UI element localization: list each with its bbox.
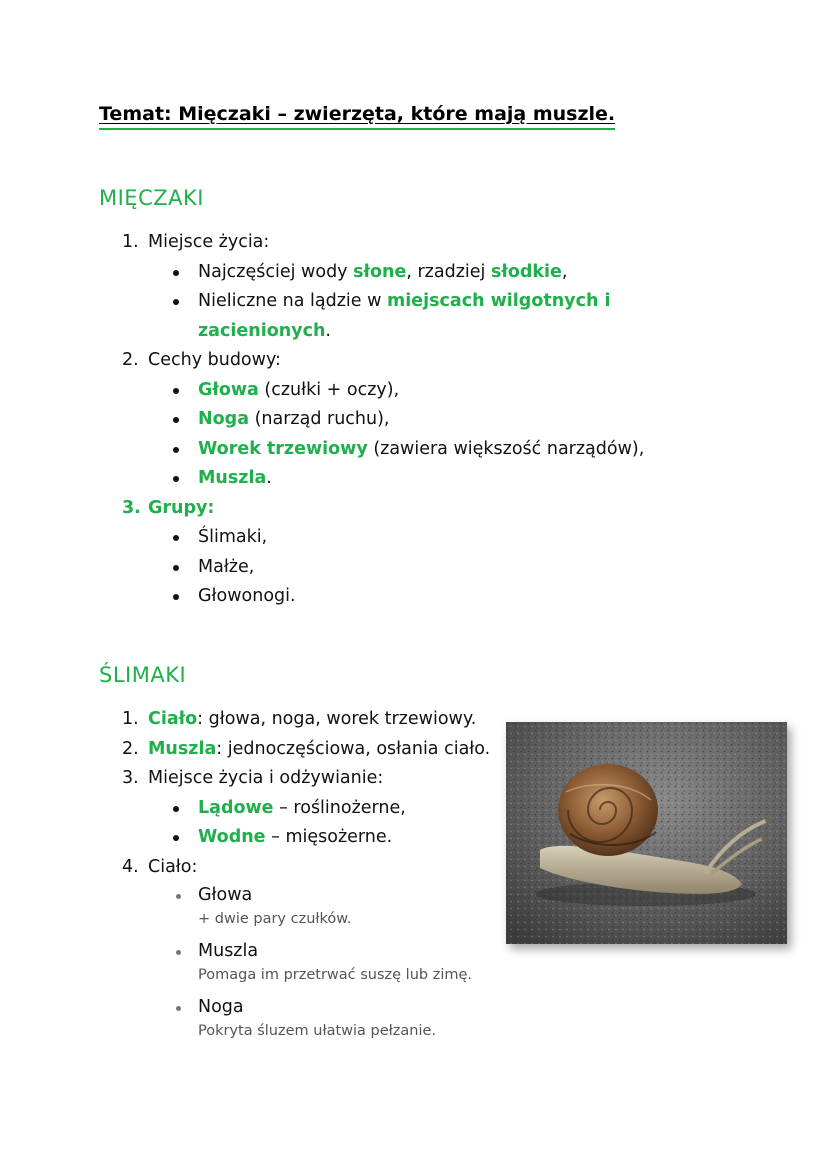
page-title: Temat: Mięczaki – zwierzęta, które mają muszle. [99, 103, 615, 130]
bullet-item [173, 823, 490, 853]
bullet-text: – mięsożerne. [265, 827, 393, 847]
snail-photo [506, 722, 787, 944]
item-label: Cechy budowy: [148, 350, 281, 370]
item-label: Miejsce życia i odżywianie: [148, 768, 384, 788]
list-item [122, 853, 490, 1043]
bullet-list [122, 376, 644, 494]
mieczaki-list [122, 228, 644, 612]
bullet-list [122, 258, 644, 347]
bullet-text: Najczęściej wody [198, 261, 354, 282]
item-label: Miejsce życia: [148, 232, 270, 252]
bullet-text: . [266, 468, 272, 488]
highlight-text: Wodne [198, 827, 266, 847]
bullet-item [173, 435, 644, 465]
item-label: Ciało: [148, 856, 198, 877]
bullet-item [173, 794, 490, 824]
bullet-text: (zawiera większość narządów), [367, 438, 645, 459]
highlight-text: Noga [198, 409, 250, 429]
highlight-text: słodkie [490, 261, 562, 282]
list-item [122, 228, 644, 346]
bullet-item: Ślimaki, [173, 523, 644, 553]
section-heading-slimaki: ŚLIMAKI [99, 663, 187, 687]
item-number: 4. [122, 856, 139, 877]
snail-eye [765, 817, 771, 823]
body-part-desc: Pokryta śluzem ułatwia pełzanie. [198, 1023, 437, 1039]
bullet-text: , rzadziej [406, 261, 491, 282]
list-item [122, 735, 490, 765]
list-item [122, 705, 490, 735]
highlight-text: Worek trzewiowy [198, 438, 368, 459]
bullet-text: (narząd ruchu), [249, 409, 390, 429]
bullet-item [173, 464, 644, 494]
bullet-item [173, 405, 644, 435]
body-part-item [173, 938, 490, 986]
highlight-text: Głowa [198, 379, 259, 400]
list-item [122, 494, 644, 612]
highlight-text: słone [353, 261, 407, 282]
body-parts-list [122, 882, 490, 1042]
bullet-text: (czułki + oczy), [258, 379, 400, 400]
item-number: 1. [122, 232, 139, 252]
bullet-text: Nieliczne na lądzie w [198, 291, 387, 311]
bullet-text: – roślinożerne, [273, 797, 406, 818]
item-number: 3. [122, 497, 141, 518]
body-part-title: Głowa [198, 885, 253, 905]
body-part-desc: Pomaga im przetrwać suszę lub zimę. [198, 967, 473, 983]
item-text: : głowa, noga, worek trzewiowy. [197, 709, 477, 729]
bullet-text: . [325, 320, 331, 341]
bullet-list [122, 523, 644, 612]
item-number: 1. [122, 709, 139, 729]
highlight-text: Ciało [148, 709, 198, 729]
snail-illustration [506, 722, 787, 944]
bullet-item [173, 258, 644, 288]
section-heading-mieczaki: MIĘCZAKI [99, 186, 204, 210]
item-number: 2. [122, 350, 139, 370]
item-number: 2. [122, 738, 139, 759]
bullet-item [173, 376, 644, 406]
highlight-text: Muszla [198, 468, 267, 488]
body-part-desc: + dwie pary czułków. [198, 911, 352, 927]
list-item [122, 764, 490, 853]
snail-shell [558, 764, 658, 856]
bullet-item: Małże, [173, 553, 644, 583]
body-part-title: Muszla [198, 941, 259, 961]
highlight-text: Lądowe [198, 797, 274, 818]
highlight-text: miejscach wilgotnych i zacienionych [198, 291, 611, 341]
item-text: : jednoczęściowa, osłania ciało. [216, 738, 491, 759]
snail-eye [761, 835, 766, 840]
bullet-list [122, 794, 490, 853]
item-label: Grupy: [148, 497, 215, 518]
body-part-item [173, 994, 490, 1042]
list-item [122, 346, 644, 494]
highlight-text: Muszla [148, 738, 217, 759]
body-part-item [173, 882, 490, 930]
slimaki-list [122, 705, 490, 1050]
body-part-title: Noga [198, 997, 244, 1017]
item-number: 3. [122, 768, 139, 788]
bullet-text: , [561, 261, 568, 282]
bullet-item: Głowonogi. [173, 582, 644, 612]
bullet-item [173, 287, 618, 346]
